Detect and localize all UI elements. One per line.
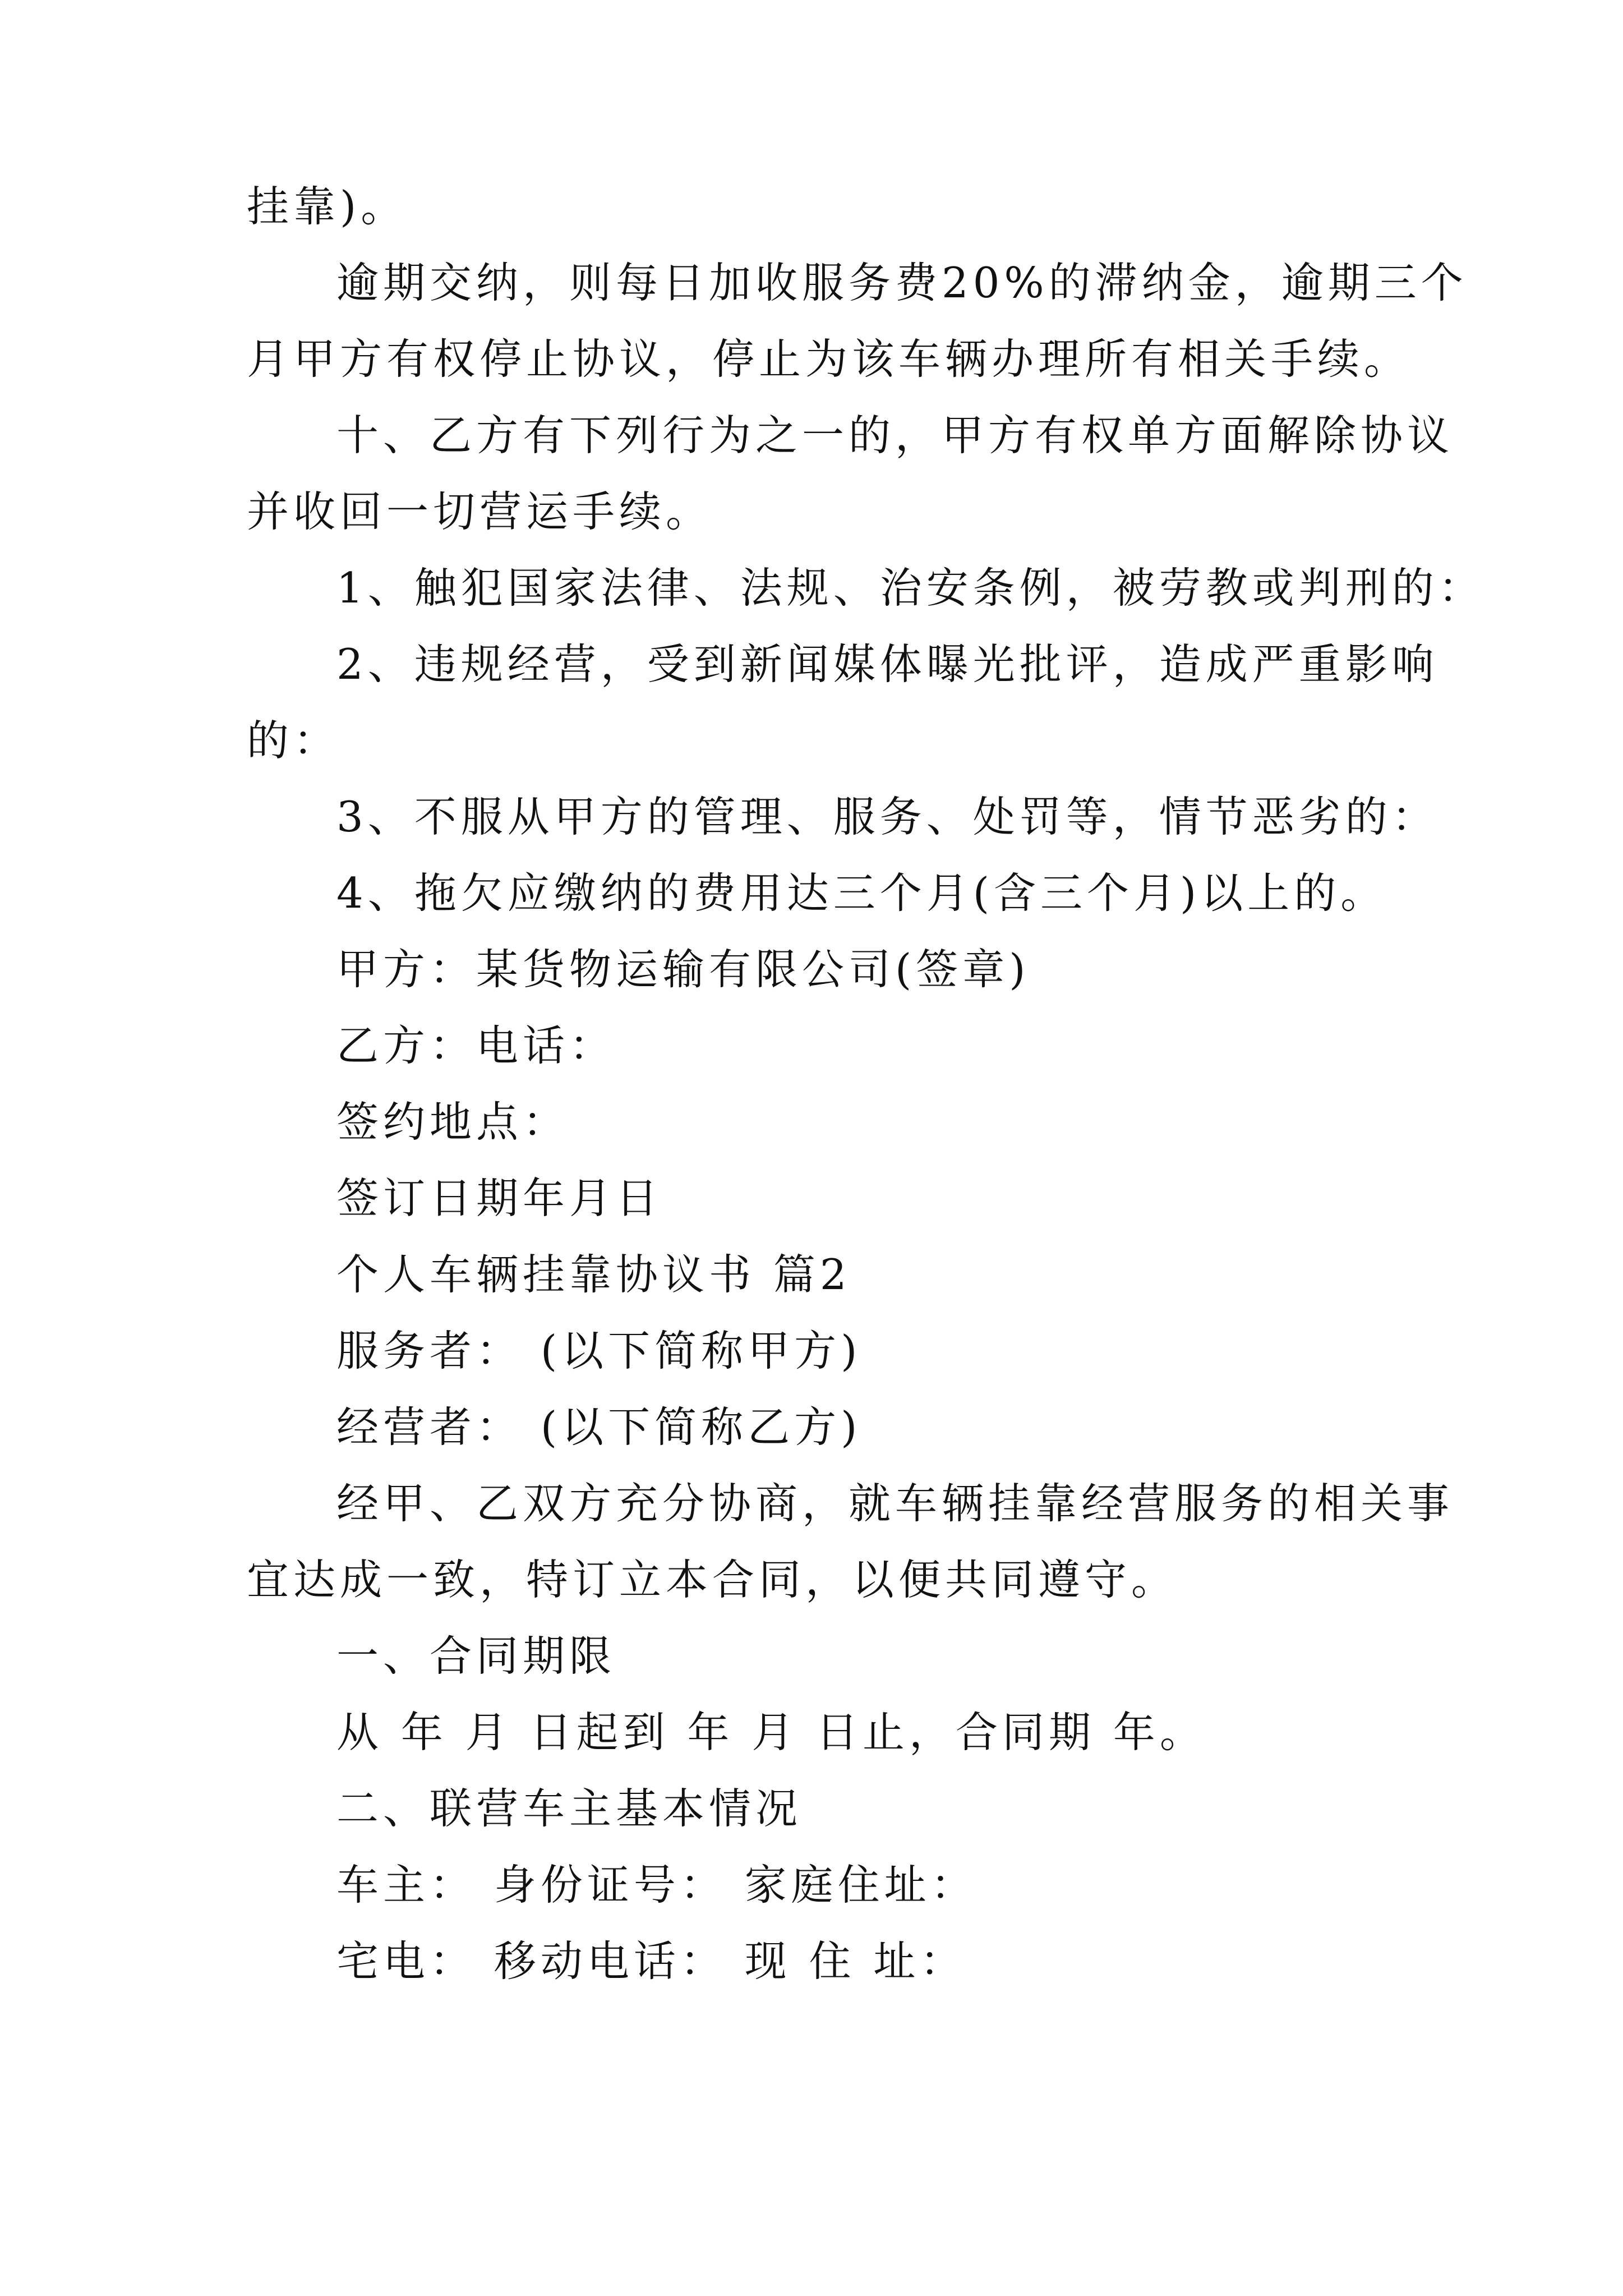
text-line: 3、不服从甲方的管理、服务、处罚等，情节恶劣的： [336, 792, 1438, 841]
signing-date-line: 签订日期年月日 [336, 1174, 663, 1223]
text-line: 的： [247, 716, 340, 765]
signing-location-line: 签约地点： [336, 1097, 570, 1147]
party-b-phone-line: 乙方：电话： [336, 1021, 616, 1070]
section-title: 个人车辆挂靠协议书 篇2 [336, 1250, 851, 1299]
text-line: 月甲方有权停止协议，停止为该车辆办理所有相关手续。 [247, 334, 1411, 384]
text-line: 十、乙方有下列行为之一的，甲方有权单方面解除协议 [336, 411, 1454, 460]
clause-heading: 一、合同期限 [336, 1631, 616, 1681]
party-a-signature-line: 甲方：某货物运输有限公司(签章) [336, 945, 1030, 994]
text-line: 从 年 月 日起到 年 月 日止，合同期 年。 [336, 1708, 1206, 1757]
service-provider-line: 服务者： (以下简称甲方) [336, 1326, 862, 1375]
text-line: 2、违规经营，受到新闻媒体曝光批评，造成严重影响 [336, 639, 1438, 689]
owner-info-line: 车主： 身份证号： 家庭住址： [336, 1860, 978, 1910]
document-body [247, 168, 1485, 1999]
text-line: 并收回一切营运手续。 [247, 487, 713, 536]
text-line: 1、触犯国家法律、法规、治安条例，被劳教或判刑的： [336, 563, 1485, 613]
text-line: 宜达成一致，特订立本合同，以便共同遵守。 [247, 1555, 1178, 1604]
text-line: 4、拖欠应缴纳的费用达三个月(含三个月)以上的。 [336, 868, 1387, 918]
clause-heading: 二、联营车主基本情况 [336, 1784, 803, 1833]
text-line: 挂靠)。 [247, 182, 408, 231]
text-line: 逾期交纳，则每日加收服务费20%的滞纳金，逾期三个 [336, 258, 1468, 307]
contact-info-line: 宅电： 移动电话： 现 住 址： [336, 1936, 967, 1986]
text-line: 经甲、乙双方充分协商，就车辆挂靠经营服务的相关事 [336, 1479, 1454, 1528]
operator-line: 经营者： (以下简称乙方) [336, 1402, 862, 1452]
